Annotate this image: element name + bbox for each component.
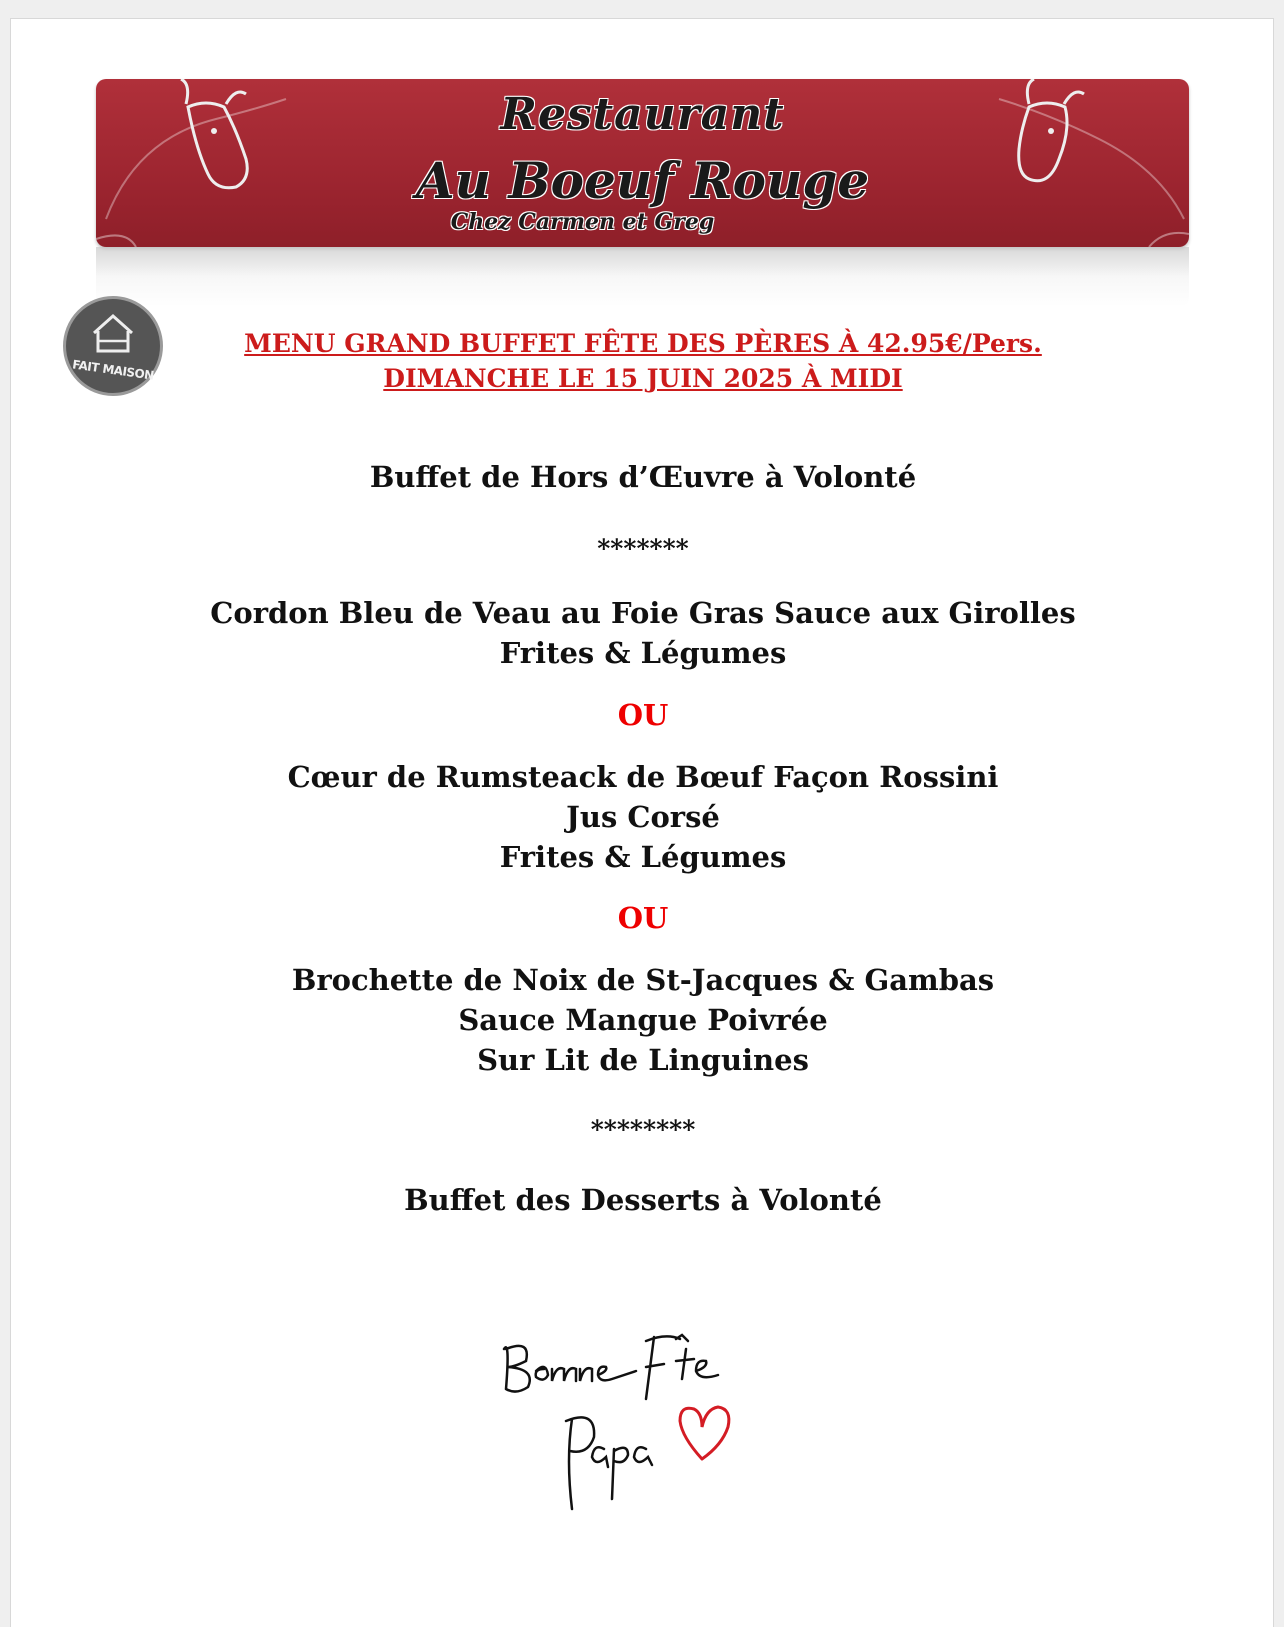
starter-item: Buffet de Hors d’Œuvre à Volonté: [369, 460, 917, 494]
main-option-1-line-2: Frites & Légumes: [499, 636, 787, 670]
menu-page: [10, 18, 1274, 1627]
banner-title: Restaurant: [500, 89, 785, 140]
menu-date: DIMANCHE LE 15 JUIN 2025 À MIDI: [383, 364, 903, 393]
or-label: OU: [617, 901, 669, 935]
main-option-3-line-1: Brochette de Noix de St-Jacques & Gambas: [291, 963, 995, 997]
main-option-3-line-3: Sur Lit de Linguines: [477, 1043, 809, 1077]
menu-headline: MENU GRAND BUFFET FÊTE DES PÈRES À 42.95€/Pers.: [244, 329, 1042, 358]
main-option-2-line-3: Frites & Légumes: [499, 840, 787, 874]
separator: *******: [597, 534, 689, 563]
signature-handwriting: [496, 1309, 756, 1519]
banner-reflection: [96, 247, 1189, 307]
restaurant-banner: [96, 79, 1189, 247]
dessert-item: Buffet des Desserts à Volonté: [404, 1183, 882, 1217]
or-label: OU: [617, 698, 669, 732]
restaurant-name: Au Boeuf Rouge: [415, 151, 870, 210]
main-option-3-line-2: Sauce Mangue Poivrée: [458, 1003, 828, 1037]
separator: ********: [590, 1115, 696, 1144]
heart-icon: [680, 1407, 729, 1459]
main-option-1-line-1: Cordon Bleu de Veau au Foie Gras Sauce aux Girolles: [210, 596, 1076, 630]
badge-label: FAIT MAISON: [71, 357, 155, 383]
restaurant-owners: Chez Carmen et Greg: [450, 209, 715, 235]
main-option-2-line-2: Jus Corsé: [566, 800, 720, 834]
main-option-2-line-1: Cœur de Rumsteack de Bœuf Façon Rossini: [287, 760, 999, 794]
menu-list: [11, 457, 1275, 1220]
